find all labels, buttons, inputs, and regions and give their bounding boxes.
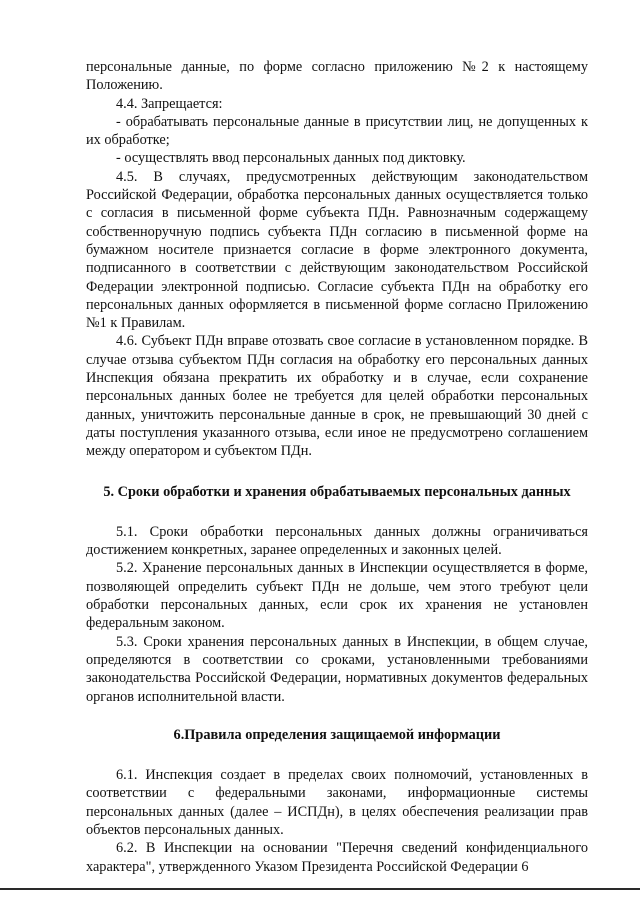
paragraph-6-2: 6.2. В Инспекции на основании "Перечня сведений конфиденциального характера", утвержденного Указом Президента Российской Федерации 6	[86, 840, 588, 875]
paragraph-6-1: 6.1. Инспекция создает в пределах своих полномочий, установленных в соответствии с федеральными законами, информационные системы персональных данных (далее – ИСПДн), в целях обеспечения реализации прав объектов персональных данных.	[86, 767, 588, 838]
paragraph-continuation: персональные данные, по форме согласно приложению №2 к настоящему Положению.	[86, 59, 588, 94]
paragraph-5-2: 5.2. Хранение персональных данных в Инспекции осуществляется в форме, позволяющей определить субъект ПДн не дольше, чем этого требуют цели обработки персональных данных, если срок их хранения не установлен федеральным законом.	[86, 560, 588, 632]
list-item-prohibition-1: - обрабатывать персональные данные в присутствии лиц, не допущенных к их обработке;	[86, 113, 588, 149]
section-5-heading: 5. Сроки обработки и хранения обрабатываемых персональных данных	[103, 483, 571, 500]
paragraph-4-4: 4.4. Запрещается:	[116, 95, 223, 112]
paragraph-5-3: 5.3. Сроки хранения персональных данных в Инспекции, в общем случае, определяются в соответствии со сроками, установленными требованиями законодательства Российской Федерации, нормативных документов федеральных органов исполнительной власти.	[86, 633, 588, 705]
paragraph-4-6: 4.6. Субъект ПДн вправе отозвать свое согласие в установленном порядке. В случае отзыва субъектом ПДн согласия на обработку его персональных данных Инспекция обязана прекратить их обработку и в случае, если сохранение персональных данных более не требуется для целей обработки персональных данных, уничтожить персональные данные в срок, не превышающий 30 дней с даты поступления указанного отзыва, если иное не предусмотрено соглашением между оператором и субъектом ПДн.	[86, 333, 588, 460]
document-body	[86, 58, 588, 876]
paragraph-5-1: 5.1. Сроки обработки персональных данных должны ограничиваться достижением конкретных, заранее определенных и законных целей.	[86, 523, 588, 559]
list-item-prohibition-2: - осуществлять ввод персональных данных под диктовку.	[116, 150, 466, 167]
section-6-heading: 6.Правила определения защищаемой информации	[173, 726, 501, 743]
paragraph-4-5: 4.5. В случаях, предусмотренных действующим законодательством Российской Федерации, обработка персональных данных осуществляется только с согласия в письменной форме субъекта ПДн. Равнозначным содержащему собственноручную подпись субъекта ПДн согласию в письменной форме на бумажном носителе признается согласие в форме электронного документа, подписанного в соответствии с действующим законодательством Российской Федерации электронной подписью. Согласие субъекта ПДн на обработку его персональных данных оформляется в письменной форме согласно Приложению №1 к Правилам.	[86, 168, 588, 332]
page-bottom-edge	[0, 888, 640, 890]
